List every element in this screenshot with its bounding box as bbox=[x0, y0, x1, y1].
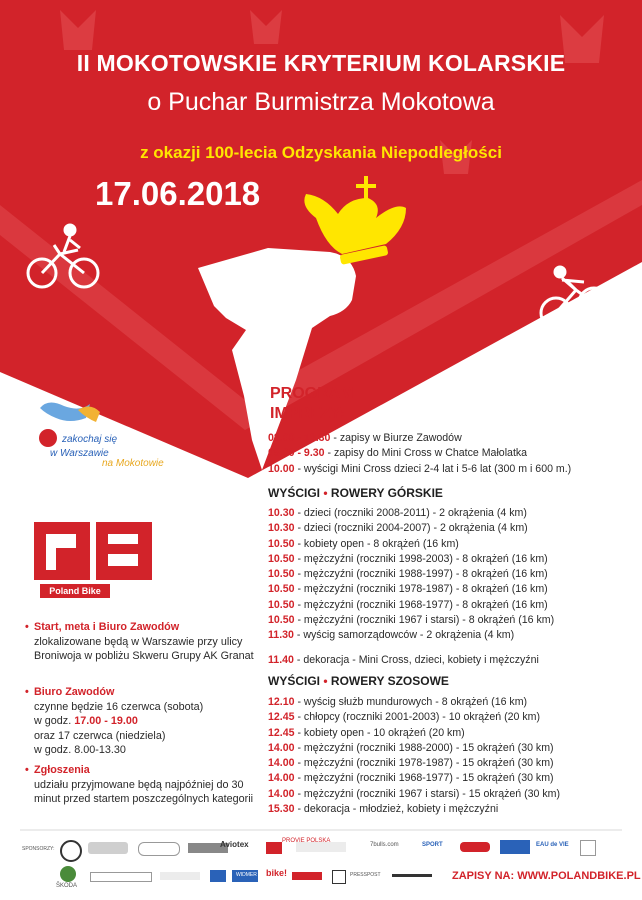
sponsor-logo bbox=[392, 874, 432, 877]
program-row: 10.00 - wyścigi Mini Cross dzieci 2-4 lat i 5-6 lat (300 m i 600 m.) bbox=[268, 462, 572, 475]
program-intro-list bbox=[268, 431, 571, 477]
program-row: 14.00 - mężczyźni (roczniki 1978-1987) - 15 okrążeń (30 km) bbox=[268, 757, 554, 770]
event-subtitle: o Puchar Burmistrza Mokotowa bbox=[147, 88, 495, 116]
event-title: II MOKOTOWSKIE KRYTERIUM KOLARSKIE bbox=[76, 50, 566, 76]
program-row: 08.00 - 9.30 - zapisy do Mini Cross w Chatce Małolatka bbox=[268, 447, 528, 460]
decoration-row bbox=[268, 653, 539, 668]
program-row: 14.00 - mężczyźni (roczniki 1967 i starsi) - 15 okrążeń (30 km) bbox=[268, 787, 561, 800]
info-office-line4: w godz. 8.00-13.30 bbox=[34, 744, 126, 756]
info-office-line1: czynne będzie 16 czerwca (sobota) bbox=[34, 700, 204, 713]
info-registration-heading: Zgłoszenia bbox=[34, 764, 90, 776]
program-row: 10.30 - dzieci (roczniki 2008-2011) - 2 okrążenia (4 km) bbox=[268, 507, 527, 519]
info-registration bbox=[25, 763, 259, 807]
sponsor-presspost: PRESSPOST bbox=[350, 872, 381, 878]
sponsor-logo bbox=[332, 870, 346, 884]
program-row: 10.50 - mężczyźni (roczniki 1988-1997) - 8 okrążeń (16 km) bbox=[268, 568, 548, 581]
polandbike-label: Poland Bike bbox=[40, 584, 110, 598]
program-row: 11.30 - wyścig samorządowców - 2 okrążenia (4 km) bbox=[268, 629, 515, 642]
sponsor-strip bbox=[56, 836, 620, 892]
info-office bbox=[25, 685, 259, 758]
sponsor-aviotex: Aviotex bbox=[220, 840, 249, 849]
sponsor-logo bbox=[210, 870, 226, 882]
info-start-heading: Start, meta i Biuro Zawodów bbox=[34, 621, 180, 633]
section-road-heading: WYŚCIGI • ROWERY SZOSOWE bbox=[268, 674, 449, 688]
sponsor-logo bbox=[88, 842, 128, 854]
sponsor-logo bbox=[580, 840, 596, 856]
sponsor-logo bbox=[500, 840, 530, 854]
sponsor-bike: bike! bbox=[266, 868, 288, 878]
info-office-heading: Biuro Zawodów bbox=[34, 686, 115, 698]
road-list bbox=[268, 695, 560, 817]
program-row: 10.50 - mężczyźni (roczniki 1967 i starsi) - 8 okrążeń (16 km) bbox=[268, 614, 555, 627]
program-row: 10.30 - dzieci (roczniki 2004-2007) - 2 okrążenia (4 km) bbox=[268, 522, 528, 535]
warsaw-logo-line1: zakochaj się bbox=[62, 434, 118, 445]
event-date: 17.06.2018 bbox=[95, 175, 261, 212]
sponsor-logo bbox=[138, 842, 180, 856]
polandbike-logo bbox=[32, 520, 156, 584]
program-heading-line2: IMPREZY: bbox=[270, 405, 346, 422]
signup-url[interactable]: ZAPISY NA: WWW.POLANDBIKE.PL bbox=[452, 870, 641, 882]
program-row: 10.50 - mężczyźni (roczniki 1968-1977) - 8 okrążeń (16 km) bbox=[268, 598, 548, 611]
sponsor-logo bbox=[460, 842, 490, 852]
program-row: 12.45 - kobiety open - 10 okrążeń (20 km) bbox=[268, 726, 465, 739]
sponsor-provie: PROVIE POLSKA bbox=[282, 838, 331, 844]
program-row: 15.30 - dekoracja - młodzież, kobiety i mężczyźni bbox=[268, 803, 499, 816]
sponsor-eaudevie: EAU de VIE bbox=[536, 842, 569, 848]
program-row: 11.40 - dekoracja - Mini Cross, dzieci, kobiety i mężczyźni bbox=[268, 654, 539, 666]
polandbike-logo-graphic bbox=[32, 520, 156, 584]
program-heading-line1: PROGRAM bbox=[270, 385, 354, 402]
info-registration-body: udziału przyjmowane będą najpóźniej do 30 minut przed startem poszczególnych kategorii bbox=[34, 778, 254, 805]
sponsor-logo bbox=[90, 872, 152, 882]
sponsors-label: SPONSORZY: bbox=[22, 846, 55, 852]
warsaw-logo-line2: w Warszawie bbox=[50, 448, 109, 459]
program-row: 14.00 - mężczyźni (roczniki 1968-1977) - 15 okrążeń (30 km) bbox=[268, 772, 554, 785]
sponsor-logo bbox=[60, 866, 76, 882]
info-start-body: zlokalizowane będą w Warszawie przy ulicy Broniwoja w pobliżu Skweru Grupy AK Granat bbox=[34, 635, 254, 662]
program-row: 10.50 - mężczyźni (roczniki 1998-2003) - 8 okrążeń (16 km) bbox=[268, 552, 548, 565]
program-row: 08.00 - 13.30 - zapisy w Biurze Zawodów bbox=[268, 432, 462, 444]
program-row: 12.45 - chłopcy (roczniki 2001-2003) - 10 okrążeń (20 km) bbox=[268, 711, 541, 724]
mtb-list bbox=[268, 506, 554, 644]
sponsor-logo bbox=[266, 842, 282, 854]
sponsor-skoda: ŠKODA bbox=[56, 883, 78, 889]
warsaw-mokotow-logo bbox=[30, 398, 180, 480]
info-office-line2: w godz. 17.00 - 19.00 bbox=[34, 715, 138, 727]
sponsor-sport: SPORT bbox=[422, 842, 443, 848]
program-row: 14.00 - mężczyźni (roczniki 1988-2000) - 15 okrążeń (30 km) bbox=[268, 741, 554, 754]
bullet-icon: • bbox=[25, 764, 29, 776]
sponsor-logo bbox=[160, 872, 200, 880]
sponsor-logo bbox=[60, 840, 82, 862]
section-mtb-heading: WYŚCIGI • ROWERY GÓRSKIE bbox=[268, 486, 443, 500]
bullet-icon: • bbox=[25, 621, 29, 633]
program-row: 10.50 - kobiety open - 8 okrążeń (16 km) bbox=[268, 537, 459, 550]
sponsor-logo bbox=[292, 872, 322, 880]
info-office-line3: oraz 17 czerwca (niedziela) bbox=[34, 729, 166, 742]
sponsor-7bulls: 7bulls.com bbox=[370, 842, 399, 848]
program-row: 12.10 - wyścig służb mundurowych - 8 okrążeń (16 km) bbox=[268, 696, 528, 708]
warsaw-logo-line3: na Mokotowie bbox=[102, 458, 164, 469]
event-occasion: z okazji 100-lecia Odzyskania Niepodległości bbox=[140, 143, 502, 162]
program-heading bbox=[270, 384, 354, 424]
info-start bbox=[25, 620, 259, 664]
sponsor-widmer: WIDMER bbox=[236, 872, 257, 878]
program-row: 10.50 - mężczyźni (roczniki 1978-1987) - 8 okrążeń (16 km) bbox=[268, 583, 548, 596]
bullet-icon: • bbox=[25, 686, 29, 698]
